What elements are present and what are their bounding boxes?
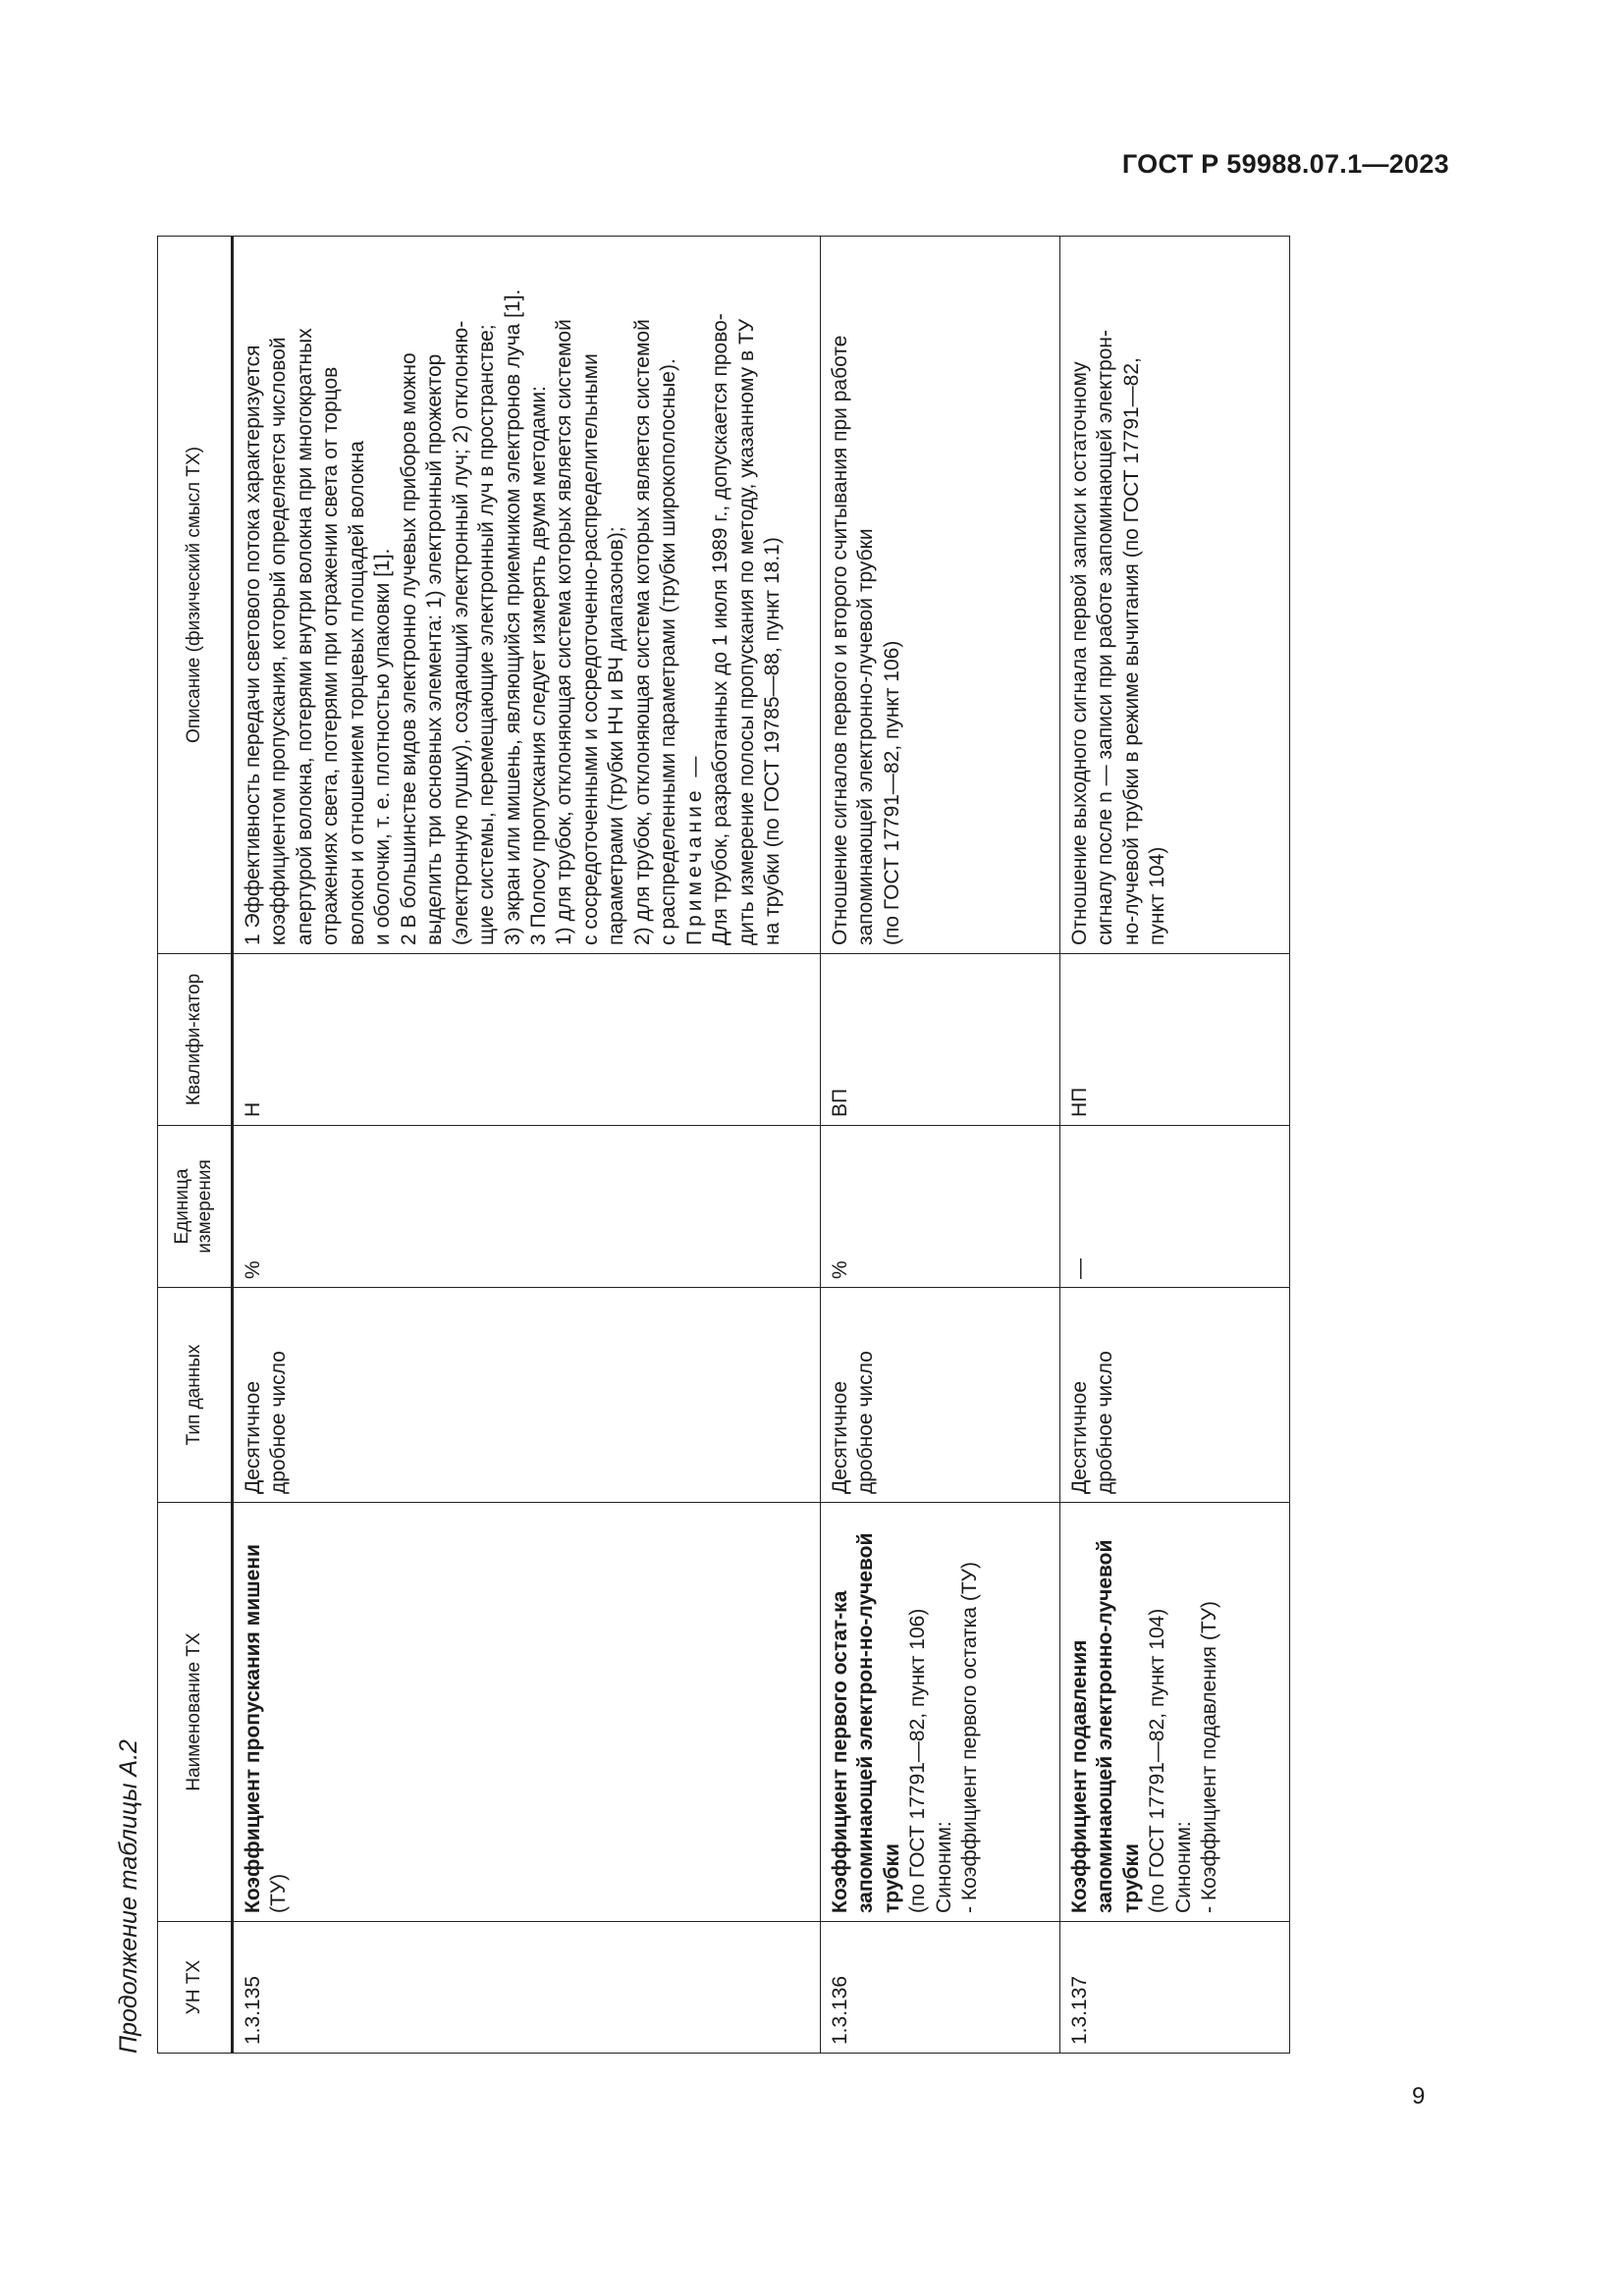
header-code: УН ТХ xyxy=(158,1922,233,2054)
table-row xyxy=(821,237,1060,2054)
cell-code: 1.3.135 xyxy=(233,1922,821,2054)
desc-line: (электронную пушку), создающий электронный луч; 2) отклоняю- xyxy=(449,320,472,945)
cell-qualifier: НП xyxy=(1060,954,1290,1126)
name-extra: - Коэффициент первого остатка (ТУ) xyxy=(958,1562,982,1913)
table-row xyxy=(233,237,821,2054)
cell-name xyxy=(1060,1503,1290,1922)
header-qualifier: Квалифи-катор xyxy=(158,954,233,1126)
cell-description xyxy=(233,237,821,954)
desc-line: апертурой волокна, потерями внутри волокна при многократных xyxy=(293,328,316,945)
note-label: Примечание — xyxy=(682,752,706,945)
desc-line: и оболочки, т. е. плотностью упаковки [1]. xyxy=(371,548,395,945)
desc-line: Отношение сигналов первого и второго считывания при работе xyxy=(829,335,851,945)
desc-line: 3) экран или мишень, являющийся приемником электронов луча [1]. xyxy=(501,289,524,945)
desc-line: запоминающей электронно-лучевой трубки xyxy=(854,528,878,945)
document-code: ГОСТ Р 59988.07.1—2023 xyxy=(1121,149,1449,179)
cell-name xyxy=(233,1503,821,1922)
name-bold: Коэффициент подавления запоминающей электронно-лучевой трубки xyxy=(1068,1539,1143,1913)
desc-line: (по ГОСТ 17791—82, пункт 106) xyxy=(880,640,903,945)
desc-line: 1) для трубок, отклоняющая система которых является системой xyxy=(553,319,576,945)
desc-line: 3 Полосу пропускания следует измерять двумя методами: xyxy=(526,386,550,945)
header-type: Тип данных xyxy=(158,1288,233,1503)
name-extra: (по ГОСТ 17791—82, пункт 106) xyxy=(906,1608,930,1913)
desc-line: 2 В большинстве видов электронно лучевых приборов можно xyxy=(397,352,420,945)
desc-line: Отношение выходного сигнала первой записи к остаточному xyxy=(1068,361,1091,945)
desc-line: 2) для трубок, отклоняющая система которых является системой xyxy=(630,319,654,945)
cell-code: 1.3.136 xyxy=(821,1922,1060,2054)
desc-line: отражениях света, потерями при отражении света от торцов xyxy=(319,366,343,945)
cell-code: 1.3.137 xyxy=(1060,1922,1290,2054)
cell-qualifier: Н xyxy=(233,954,821,1126)
rotated-table-area xyxy=(115,218,1293,2103)
desc-line: с сосредоточенными и сосредоточенно-распределительными xyxy=(578,353,602,945)
desc-line: 1 Эффективность передачи светового потока характеризуется xyxy=(242,345,264,945)
desc-line: но-лучевой трубки в режиме вычитания (по ГОСТ 17791—82, xyxy=(1119,357,1143,945)
desc-line: с распределенными параметрами (трубки широкополосные). xyxy=(657,358,680,945)
header-unit: Единица измерения xyxy=(158,1126,233,1288)
table-header-row xyxy=(158,237,233,2054)
header-description: Описание (физический смысл ТХ) xyxy=(158,237,233,954)
cell-type: Десятичное дробное число xyxy=(1060,1288,1290,1503)
cell-unit: % xyxy=(821,1126,1060,1288)
cell-name xyxy=(821,1503,1060,1922)
cell-description xyxy=(821,237,1060,954)
desc-line: коэффициентом пропускания, который определяется числовой xyxy=(267,337,291,945)
table-row xyxy=(1060,237,1290,2054)
cell-type: Десятичное дробное число xyxy=(821,1288,1060,1503)
table-caption: Продолжение таблицы А.2 xyxy=(115,1739,142,2054)
name-bold: Коэффициент пропускания мишени xyxy=(242,1544,264,1913)
desc-line: выделить три основных элемента: 1) электронный прожектор xyxy=(423,353,447,945)
name-extra: (по ГОСТ 17791—82, пункт 104) xyxy=(1146,1608,1169,1913)
desc-line: сигналу после n — записи при работе запоминающей электрон- xyxy=(1094,329,1117,945)
header-name: Наименование ТХ xyxy=(158,1503,233,1922)
desc-line: параметрами (трубки НЧ и ВЧ диапазонов); xyxy=(605,526,628,945)
desc-line: волокон и отношением торцевых площадей волокна xyxy=(345,441,368,945)
cell-type: Десятичное дробное число xyxy=(233,1288,821,1503)
note-line: дить измерение полосы пропускания по методу, указанному в ТУ xyxy=(734,318,758,945)
name-extra: - Коэффициент подавления (ТУ) xyxy=(1198,1600,1221,1913)
characteristics-table xyxy=(157,236,1290,2054)
name-bold: Коэффициент первого остат-ка запоминающей электрон-но-лучевой трубки xyxy=(829,1532,903,1913)
cell-unit: — xyxy=(1060,1126,1290,1288)
cell-unit: % xyxy=(233,1126,821,1288)
name-extra: Синоним: xyxy=(1171,1821,1195,1913)
desc-line: щие системы, перемещающие электронный луч в пространстве; xyxy=(475,324,499,945)
name-rest: (ТУ) xyxy=(267,1873,291,1913)
note-line: на трубки (по ГОСТ 19785—88, пункт 18.1) xyxy=(761,537,785,945)
note-line: Для трубок, разработанных до 1 июля 1989 г., допускается прово- xyxy=(709,313,732,945)
page-number: 9 xyxy=(1412,2083,1426,2109)
cell-qualifier: ВП xyxy=(821,954,1060,1126)
name-extra: Синоним: xyxy=(932,1821,955,1913)
cell-description xyxy=(1060,237,1290,954)
desc-line: пункт 104) xyxy=(1146,846,1169,945)
